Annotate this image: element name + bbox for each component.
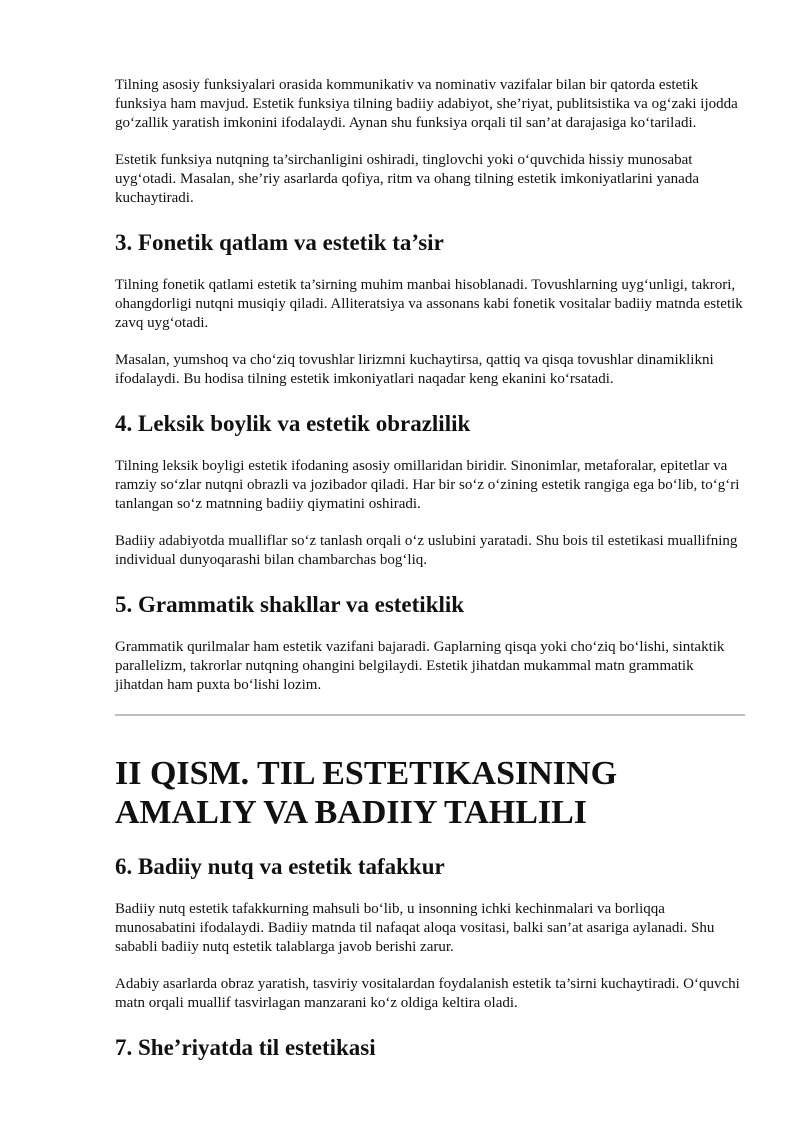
paragraph: Tilning fonetik qatlami estetik ta’sirning muhim manbai hisoblanadi. Tovushlarning uyg‘unligi, takrori, ohangdorligi nutqni musiqiy qiladi. Alliteratsiya va assonans kabi fonetik vositalar badiiy matnda estetik zavq uyg‘otadi. bbox=[115, 277, 743, 331]
section-heading-3: 3. Fonetik qatlam va estetik ta’sir bbox=[115, 230, 444, 255]
horizontal-divider bbox=[115, 714, 745, 716]
section-heading-5: 5. Grammatik shakllar va estetiklik bbox=[115, 592, 465, 617]
paragraph: Tilning asosiy funksiyalari orasida kommunikativ va nominativ vazifalar bilan bir qatorda estetik funksiya ham mavjud. Estetik funksiya tilning badiiy adabiyot, she’riyat, publitsistika va og‘zaki ijodda go‘zallik yaratish imkonini ifodalaydi. Aynan shu funksiya orqali til san’at darajasiga ko‘tariladi. bbox=[115, 77, 738, 131]
paragraph: Masalan, yumshoq va cho‘ziq tovushlar lirizmni kuchaytirsa, qattiq va qisqa tovushlar dinamiklikni ifodalaydi. Bu hodisa tilning estetik imkoniyatlari naqadar keng ekanini ko‘rsatadi. bbox=[115, 352, 714, 387]
section-heading-7: 7. She’riyatda til estetikasi bbox=[115, 1035, 376, 1060]
document-body bbox=[115, 76, 745, 1062]
paragraph: Grammatik qurilmalar ham estetik vazifani bajaradi. Gaplarning qisqa yoki cho‘ziq bo‘lishi, sintaktik parallelizm, takrorlar nutqning ohangini belgilaydi. Estetik jihatdan mukammal matn grammatik jihatdan ham puxta bo‘lishi lozim. bbox=[115, 639, 725, 693]
part-title: II QISM. TIL ESTETIKASINING AMALIY VA BADIIY TAHLILI bbox=[115, 755, 618, 831]
paragraph: Badiiy adabiyotda mualliflar so‘z tanlash orqali o‘z uslubini yaratadi. Shu bois til estetikasi muallifning individual dunyoqarashi bilan chambarchas bog‘liq. bbox=[115, 533, 738, 568]
paragraph: Tilning leksik boyligi estetik ifodaning asosiy omillaridan biridir. Sinonimlar, metaforalar, epitetlar va ramziy so‘zlar nutqni obrazli va jozibador qiladi. Har bir so‘z o‘zining estetik rangiga ega bo‘lib, to‘g‘ri tanlangan so‘z matnning badiiy qiymatini oshiradi. bbox=[115, 458, 740, 512]
section-heading-4: 4. Leksik boylik va estetik obrazlilik bbox=[115, 411, 471, 436]
paragraph: Badiiy nutq estetik tafakkurning mahsuli bo‘lib, u insonning ichki kechinmalari va borliqqa munosabatini ifodalaydi. Badiiy matnda til nafaqat aloqa vositasi, balki san’at asariga aylanadi. Shu sababli badiiy nutq estetik talablarga javob berishi zarur. bbox=[115, 901, 715, 955]
paragraph: Adabiy asarlarda obraz yaratish, tasviriy vositalardan foydalanish estetik ta’sirni kuchaytiradi. O‘quvchi matn orqali muallif tasvirlagan manzarani ko‘z oldiga keltira oladi. bbox=[115, 976, 740, 1011]
section-heading-6: 6. Badiiy nutq va estetik tafakkur bbox=[115, 854, 445, 879]
paragraph: Estetik funksiya nutqning ta’sirchanligini oshiradi, tinglovchi yoki o‘quvchida hissiy munosabat uyg‘otadi. Masalan, she’riy asarlarda qofiya, ritm va ohang tilning estetik imkoniyatlarini yanada kuchaytiradi. bbox=[115, 152, 699, 206]
